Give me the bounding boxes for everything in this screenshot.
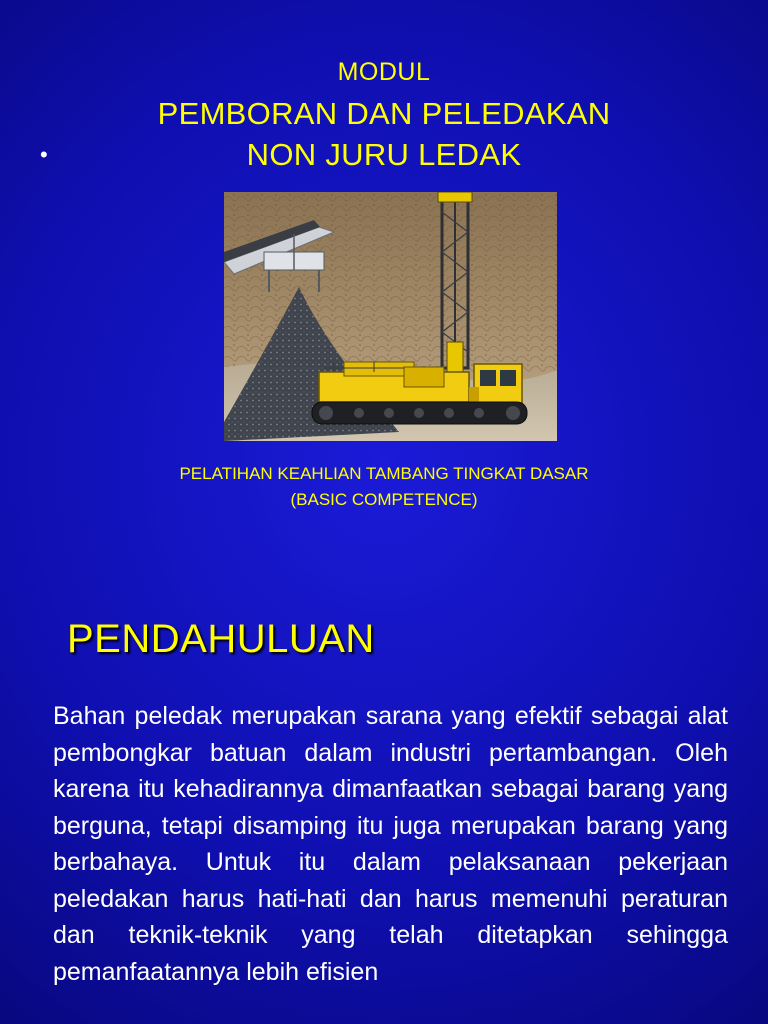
slide-title-line-2: NON JURU LEDAK <box>246 137 522 172</box>
bullet-marker: • <box>40 142 48 167</box>
subtitle-line-1: PELATIHAN KEAHLIAN TAMBANG TINGKAT DASAR <box>179 464 589 483</box>
subtitle-line-2: (BASIC COMPETENCE) <box>290 490 478 509</box>
slide-title-line-1: PEMBORAN DAN PELEDAKAN <box>157 96 611 131</box>
intro-paragraph: Bahan peledak merupakan sarana yang efektif sebagai alat pembongkar batuan dalam industri pertambangan. Oleh karena itu kehadirannya dimanfaatkan sebagai barang yang berguna, tetapi disamping itu juga merupakan barang yang berbahaya. Untuk itu dalam pelaksanaan pekerjaan peledakan harus hati-hati dan harus memenuhi peraturan dan teknik-teknik yang telah ditetapkan sehingga pemanfaatannya lebih efisien <box>53 702 728 986</box>
drill-rig-photo <box>224 192 557 441</box>
intro-slide <box>0 540 768 1024</box>
section-heading: PENDAHULUAN <box>67 617 375 661</box>
modul-label: MODUL <box>337 58 431 86</box>
